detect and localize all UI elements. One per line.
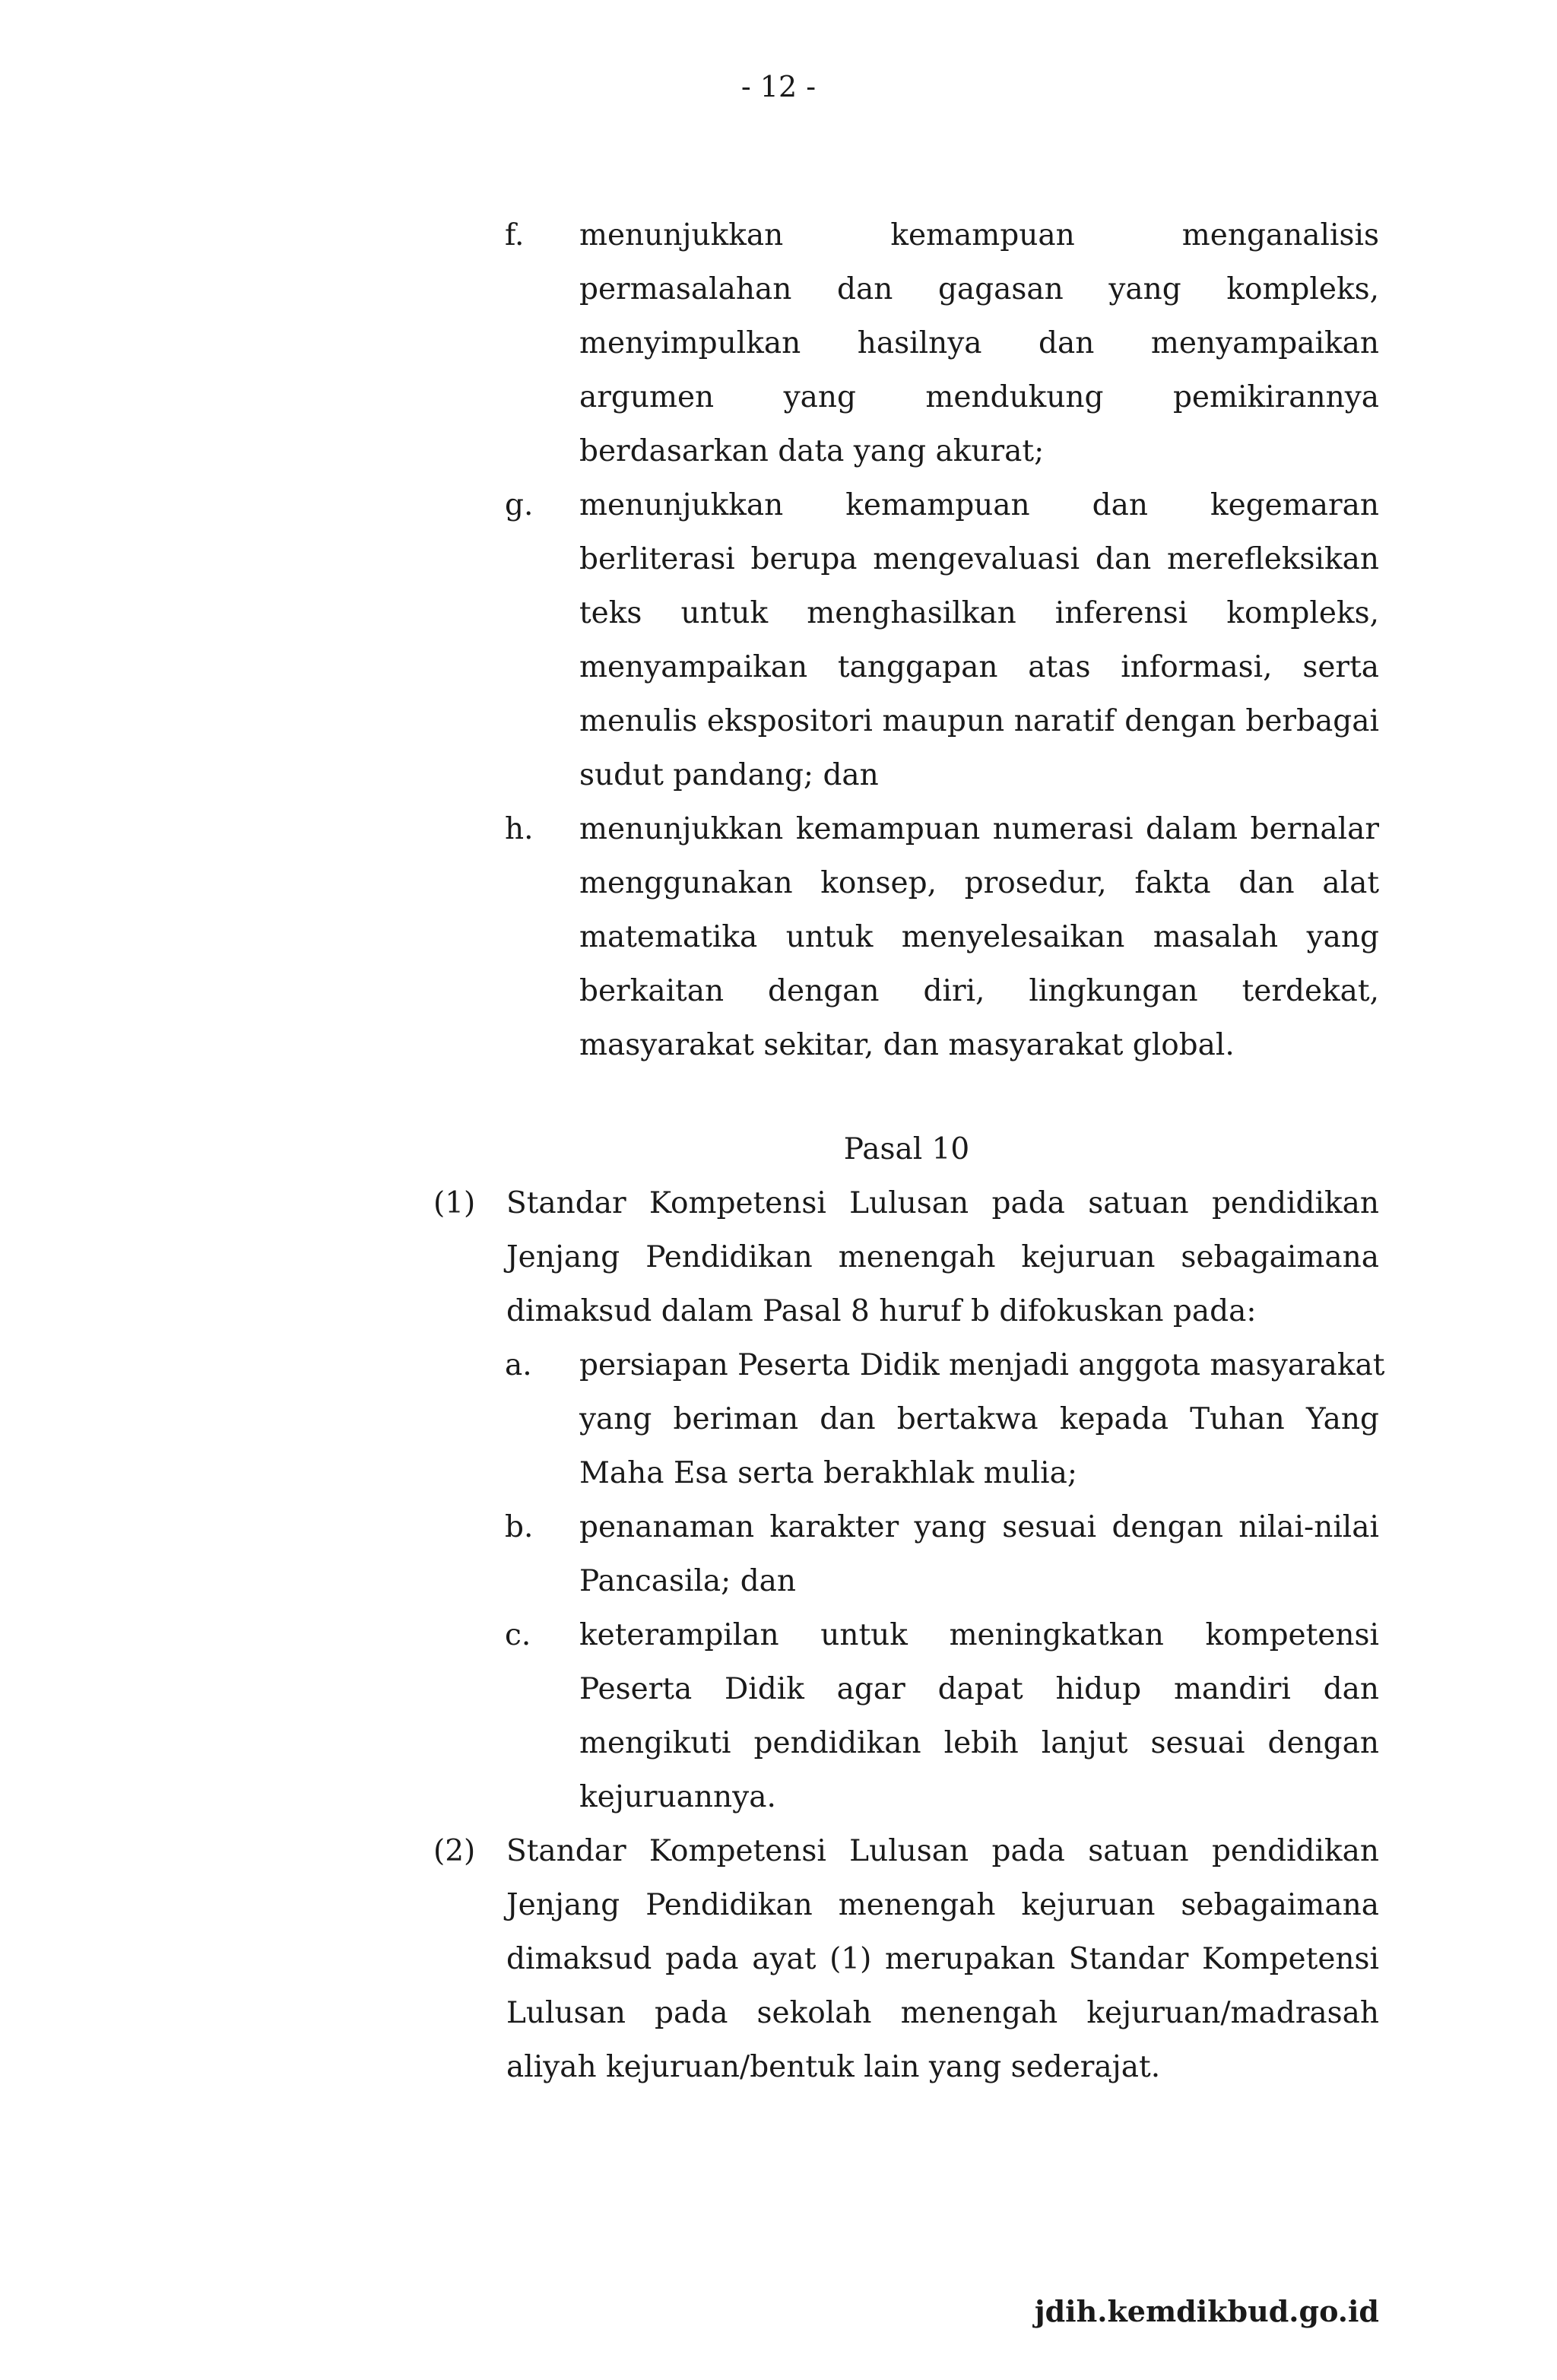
list-marker: g.: [505, 488, 534, 522]
list-marker: f.: [505, 218, 525, 252]
list-item-line: penanaman karakter yang sesuai dengan nilai-nilai: [579, 1510, 1379, 1544]
paragraph-line: dimaksud dalam Pasal 8 huruf b difokuskan pada:: [506, 1294, 1257, 1328]
list-item-line: keterampilan untuk meningkatkan kompetensi: [579, 1618, 1379, 1652]
list-item-line: menunjukkan kemampuan numerasi dalam bernalar: [579, 812, 1379, 846]
list-item-line: permasalahan dan gagasan yang kompleks,: [579, 272, 1379, 306]
footer-site-url: jdih.kemdikbud.go.id: [1034, 2294, 1379, 2328]
paragraph-marker: (1): [433, 1186, 476, 1220]
list-item-line: berdasarkan data yang akurat;: [579, 434, 1045, 468]
list-item-line: argumen yang mendukung pemikirannya: [579, 380, 1379, 414]
list-item-line: matematika untuk menyelesaikan masalah yang: [579, 920, 1379, 954]
list-item-line: kejuruannya.: [579, 1780, 776, 1814]
list-item-line: menyampaikan tanggapan atas informasi, serta: [579, 650, 1379, 684]
paragraph-line: Lulusan pada sekolah menengah kejuruan/madrasah: [506, 1996, 1379, 2030]
list-item-line: persiapan Peserta Didik menjadi anggota masyarakat: [579, 1348, 1385, 1382]
list-item-line: Peserta Didik agar dapat hidup mandiri dan: [579, 1672, 1379, 1706]
list-item-line: Maha Esa serta berakhlak mulia;: [579, 1456, 1078, 1490]
paragraph-line: Standar Kompetensi Lulusan pada satuan pendidikan: [506, 1186, 1379, 1220]
list-marker: c.: [505, 1618, 531, 1652]
list-item-line: menyimpulkan hasilnya dan menyampaikan: [579, 326, 1379, 360]
list-item-line: teks untuk menghasilkan inferensi kompleks,: [579, 596, 1379, 630]
paragraph-line: aliyah kejuruan/bentuk lain yang sederajat.: [506, 2050, 1161, 2084]
list-item-line: menunjukkan kemampuan menganalisis: [579, 218, 1379, 252]
paragraph-line: Jenjang Pendidikan menengah kejuruan sebagaimana: [506, 1888, 1379, 1922]
list-item-line: Pancasila; dan: [579, 1564, 797, 1598]
page-number: - 12 -: [740, 70, 817, 103]
list-item-line: menulis ekspositori maupun naratif dengan berbagai: [579, 704, 1379, 738]
list-item-line: berliterasi berupa mengevaluasi dan merefleksikan: [579, 542, 1379, 576]
paragraph-line: Jenjang Pendidikan menengah kejuruan sebagaimana: [506, 1240, 1379, 1274]
list-item-line: yang beriman dan bertakwa kepada Tuhan Yang: [579, 1402, 1379, 1436]
list-marker: a.: [505, 1348, 532, 1382]
paragraph-marker: (2): [433, 1834, 476, 1868]
list-marker: h.: [505, 812, 534, 846]
list-item-line: berkaitan dengan diri, lingkungan terdekat,: [579, 974, 1379, 1008]
paragraph-line: dimaksud pada ayat (1) merupakan Standar Kompetensi: [506, 1942, 1379, 1976]
article-heading: Pasal 10: [843, 1132, 970, 1166]
list-item-line: sudut pandang; dan: [579, 758, 879, 792]
paragraph-line: Standar Kompetensi Lulusan pada satuan pendidikan: [506, 1834, 1379, 1868]
list-item-line: menunjukkan kemampuan dan kegemaran: [579, 488, 1379, 522]
list-marker: b.: [505, 1510, 534, 1544]
list-item-line: mengikuti pendidikan lebih lanjut sesuai dengan: [579, 1726, 1379, 1760]
list-item-line: menggunakan konsep, prosedur, fakta dan alat: [579, 866, 1379, 900]
list-item-line: masyarakat sekitar, dan masyarakat global.: [579, 1028, 1235, 1062]
